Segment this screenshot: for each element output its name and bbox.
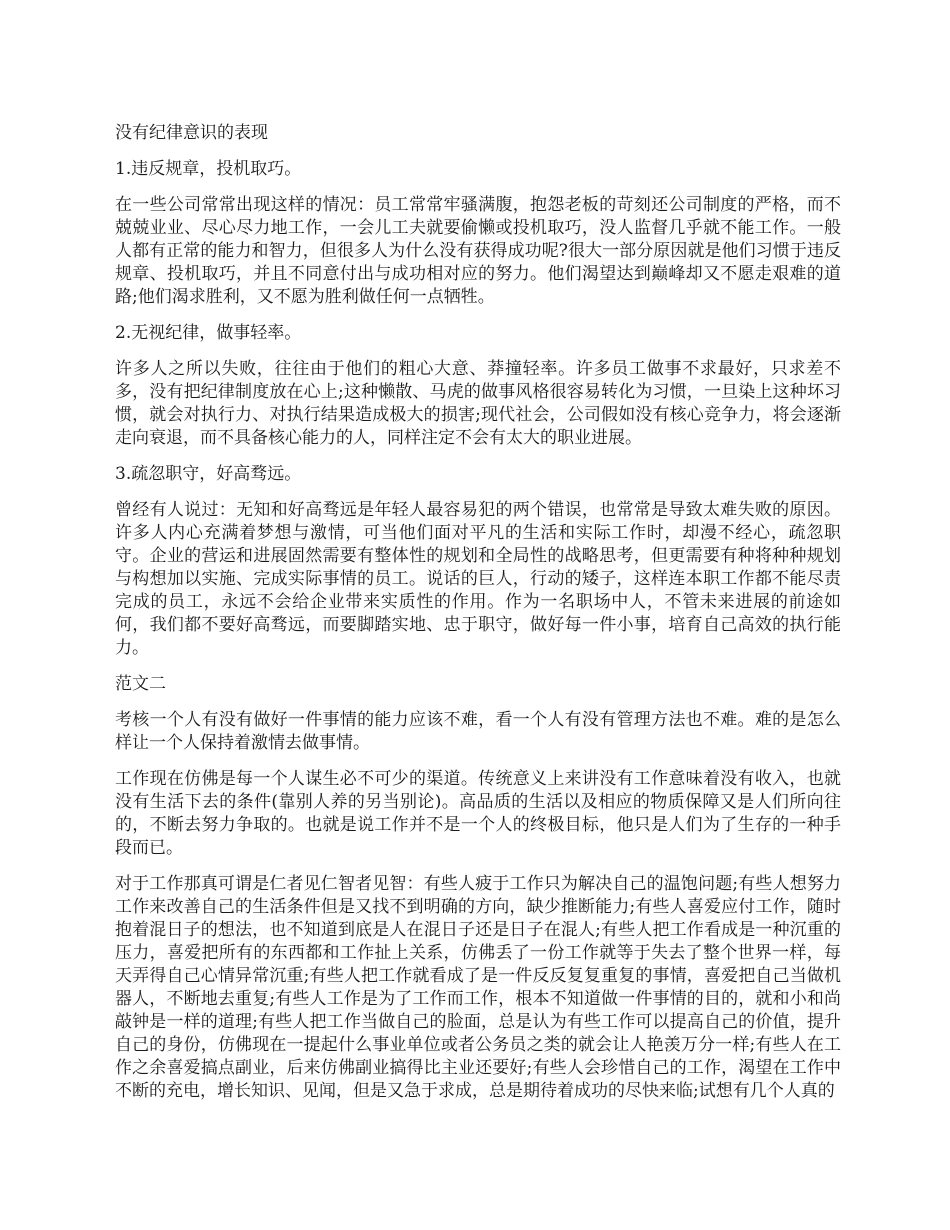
- section-paragraph-3: 曾经有人说过：无知和好高骛远是年轻人最容易犯的两个错误，也常常是导致太难失败的原因。许多人内心充满着梦想与激情，可当他们面对平凡的生活和实际工作时，却漫不经心，疏忽职守。企业的营运和进展固然需要有整体性的规划和全局性的战略思考，但更需要有种将种种规划与构想加以实施、完成实际事情的员工。说话的巨人，行动的矮子，这样连本职工作都不能尽责完成的员工，永远不会给企业带来实质性的作用。作为一名职场中人，不管未来进展的前途如何，我们都不要好高骛远，而要脚踏实地、忠于职守，做好每一件小事，培育自己高效的执行能力。: [115, 500, 841, 658]
- section-paragraph-2: 许多人之所以失败，往往由于他们的粗心大意、莽撞轻率。许多员工做事不求最好，只求差不多，没有把纪律制度放在心上;这种懒散、马虎的做事风格很容易转化为习惯，一旦染上这种坏习惯，就会对执行力、对执行结果造成极大的损害;现代社会，公司假如没有核心竞争力，将会逐渐走向衰退，而不具备核心能力的人，同样注定不会有太大的职业进展。: [115, 359, 841, 448]
- document-title: 没有纪律意识的表现: [115, 123, 268, 143]
- essay-paragraph-2: 工作现在仿佛是每一个人谋生必不可少的渠道。传统意义上来讲没有工作意味着没有收入，也就没有生活下去的条件(靠别人养的另当别论)。高品质的生活以及相应的物质保障又是人们所向往的，不断去努力争取的。也就是说工作并不是一个人的终极目标，他只是人们为了生存的一种手段而已。: [115, 769, 841, 858]
- essay-paragraph-1: 考核一个人有没有做好一件事情的能力应该不难，看一个人有没有管理方法也不难。难的是怎么样让一个人保持着激情去做事情。: [115, 710, 841, 753]
- document-body: [115, 122, 841, 1116]
- sample-essay-title: 范文二: [115, 674, 166, 694]
- essay-paragraph-3: 对于工作那真可谓是仁者见仁智者见智：有些人疲于工作只为解决自己的温饱问题;有些人想努力工作来改善自己的生活条件但是又找不到明确的方向，缺少推断能力;有些人喜爱应付工作，随时抱着混日子的想法，也不知道到底是人在混日子还是日子在混人;有些人把工作看成是一种沉重的压力，喜爱把所有的东西都和工作扯上关系，仿佛丢了一份工作就等于失去了整个世界一样，每天弄得自己心情异常沉重;有些人把工作就看成了是一件反反复复重复的事情，喜爱把自己当做机器人，不断地去重复;有些人工作是为了工作而工作，根本不知道做一件事情的目的，就和小和尚敲钟是一样的道理;有些人把工作当做自己的脸面，总是认为有些工作可以提高自己的价值，提升自己的身份，仿佛现在一提起什么事业单位或者公务员之类的就会让人艳羡万分一样;有些人在工作之余喜爱搞点副业，后来仿佛副业搞得比主业还要好;有些人会珍惜自己的工作，渴望在工作中不断的充电，增长知识、见闻，但是又急于求成，总是期待着成功的尽快来临;试想有几个人真的: [115, 874, 841, 1101]
- section-heading-2: 2.无视纪律，做事轻率。: [115, 323, 302, 343]
- section-heading-1: 1.违反规章，投机取巧。: [115, 159, 302, 179]
- section-heading-3: 3.疏忽职守，好高骛远。: [115, 464, 302, 484]
- section-paragraph-1: 在一些公司常常出现这样的情况：员工常常牢骚满腹，抱怨老板的苛刻还公司制度的严格，而不兢兢业业、尽心尽力地工作，一会儿工夫就要偷懒或投机取巧，没人监督几乎就不能工作。一般人都有正常的能力和智力，但很多人为什么没有获得成功呢?很大一部分原因就是他们习惯于违反规章、投机取巧，并且不同意付出与成功相对应的努力。他们渴望达到巅峰却又不愿走艰难的道路;他们渴求胜利，又不愿为胜利做任何一点牺牲。: [115, 195, 841, 307]
